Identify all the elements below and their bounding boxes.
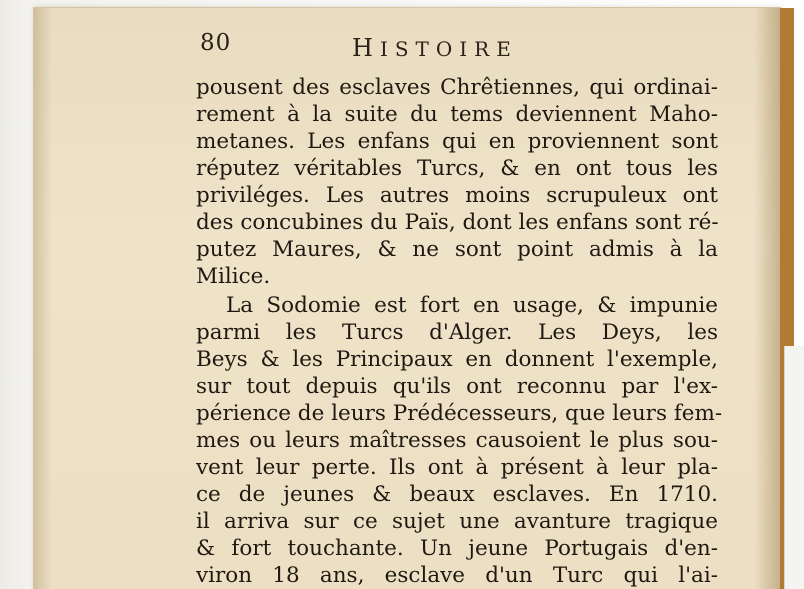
text-line: mes ou leurs maîtresses causoient le plus sou- (196, 428, 718, 453)
viewer-side-panel (784, 346, 804, 589)
text-line: parmi les Turcs d'Alger. Les Deys, les (196, 320, 718, 345)
text-line: Beys & les Principaux en donnent l'exemple, (196, 347, 718, 372)
text-line: sur tout depuis qu'ils ont reconnu par l'ex- (196, 374, 718, 399)
page-number: 80 (200, 30, 232, 56)
text-line: metanes. Les enfans qui en proviennent sont (196, 129, 718, 154)
page-gutter-shadow (34, 8, 52, 589)
text-line: La Sodomie est fort en usage, & impunie (226, 293, 718, 318)
text-line: rement à la suite du tems deviennent Maho- (196, 102, 718, 127)
text-line: & fort touchante. Un jeune Portugais d'en- (196, 536, 718, 561)
text-line: il arriva sur ce sujet une avanture tragique (196, 509, 718, 534)
text-line: priviléges. Les autres moins scrupuleux ont (196, 183, 718, 208)
text-line: Milice. (196, 264, 271, 289)
text-line: des concubines du Païs, dont les enfans sont ré- (196, 210, 719, 235)
text-line: pousent des esclaves Chrêtiennes, qui ordinai- (196, 75, 718, 100)
text-line: ce de jeunes & beaux esclaves. En 1710. (196, 482, 718, 507)
text-line: périence de leurs Prédécesseurs, que leurs fem- (196, 401, 723, 426)
text-line: réputez véritables Turcs, & en ont tous les (196, 156, 718, 181)
text-line: putez Maures, & ne sont point admis à la (196, 237, 718, 262)
page-edge-shadow (754, 8, 780, 589)
running-head-initial: H (352, 34, 380, 62)
running-head (352, 34, 518, 62)
text-line: viron 18 ans, esclave d'un Turc qui l'ai- (196, 563, 718, 588)
running-head-rest: ISTOIRE (379, 37, 518, 61)
text-line: vent leur perte. Ils ont à présent à leur pla- (196, 455, 718, 480)
